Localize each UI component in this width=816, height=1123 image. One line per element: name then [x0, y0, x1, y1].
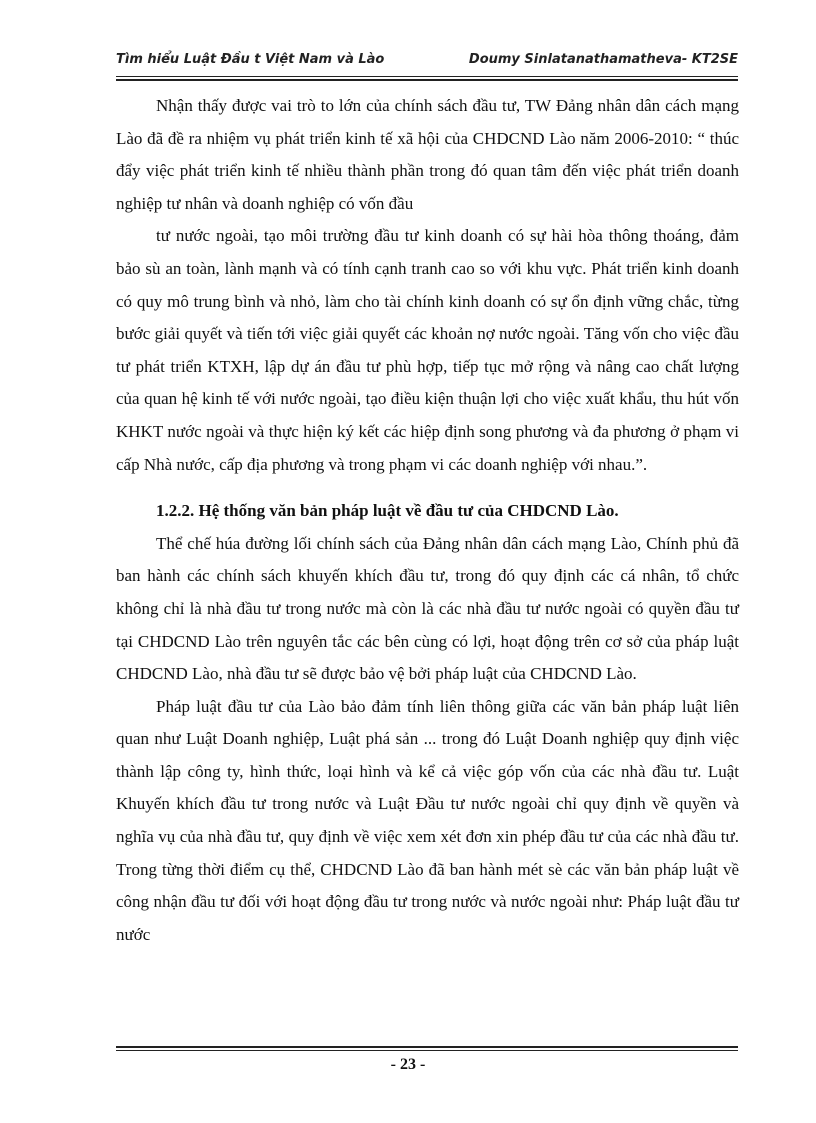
section-heading: 1.2.2. Hệ thống văn bản pháp luật về đầu tư của CHDCND Lào.: [156, 501, 619, 521]
body-paragraph: Pháp luật đầu tư của Lào bảo đảm tính liên thông giữa các văn bản pháp luật liên quan như Luật Doanh nghiệp, Luật phá sản ... trong đó Luật Doanh nghiệp quy định việc thành lập công ty, hình thức, loại hình và kể cả việc góp vốn của các nhà đầu tư. Luật Khuyến khích đầu tư trong nước và Luật Đầu tư nước ngoài chỉ quy định về quyền và nghĩa vụ của nhà đầu tư, quy định về việc xem xét đơn xin phép đầu tư của các nhà đầu tư. Trong từng thời điểm cụ thể, CHDCND Lào đã ban hành mét sè các văn bản pháp luật về công nhận đầu tư đối với hoạt động đầu tư trong nước và nước ngoài như: Pháp luật đầu tư nước: [116, 696, 739, 944]
page-number: - 23 -: [390, 1056, 426, 1073]
body-paragraph: Nhận thấy được vai trò to lớn của chính sách đầu tư, TW Đảng nhân dân cách mạng Lào đã đề ra nhiệm vụ phát triển kinh tế xã hội của CHDCND Lào năm 2006-2010: “ thúc đẩy việc phát triển kinh tế nhiều thành phần trong đó quan tâm đến việc phát triển doanh nghiệp tư nhân và doanh nghiệp có vốn đầu: [116, 96, 739, 213]
footer-divider-thick: [116, 1046, 738, 1048]
header-author: Doumy Sinlatanathamatheva- KT2SE: [468, 52, 738, 67]
page-body: [116, 90, 739, 951]
body-paragraph: tư nước ngoài, tạo môi trường đầu tư kinh doanh có sự hài hòa thông thoáng, đảm bảo sù an toàn, lành mạnh và có tính cạnh tranh cao so với khu vực. Phát triển kinh doanh có quy mô trung bình và nhỏ, làm cho tài chính kinh doanh có sự ổn định vững chắc, từng bước giải quyết và tiến tới việc giải quyết các khoản nợ nước ngoài. Tăng vốn cho việc đầu tư phát triển KTXH, lập dự án đầu tư phù hợp, tiếp tục mở rộng và nâng cao chất lượng của quan hệ kinh tế với nước ngoài, tạo điều kiện thuận lợi cho việc xuất khẩu, thu hút vốn KHKT nước ngoài và thực hiện ký kết các hiệp định song phương và đa phương ở phạm vi cấp Nhà nước, cấp địa phương và trong phạm vi các doanh nghiệp với nhau.”.: [116, 226, 739, 474]
header-divider: [116, 76, 738, 77]
body-paragraph: Thể chế húa đường lối chính sách của Đảng nhân dân cách mạng Lào, Chính phủ đã ban hành các chính sách khuyến khích đầu tư, trong đó quy định các cá nhân, tổ chức không chỉ là nhà đầu tư trong nước mà còn là các nhà đầu tư nước ngoài có quyền đầu tư tại CHDCND Lào trên nguyên tắc các bên cùng có lợi, hoạt động trên cơ sở của pháp luật CHDCND Lào, nhà đầu tư sẽ được bảo vệ bởi pháp luật của CHDCND Lào.: [116, 533, 739, 684]
header-document-title: Tìm hiểu Luật Đầu t Việt Nam và Lào: [116, 52, 385, 67]
footer-divider: [116, 1050, 738, 1051]
page-header: [116, 46, 738, 74]
header-divider-thick: [116, 79, 738, 81]
